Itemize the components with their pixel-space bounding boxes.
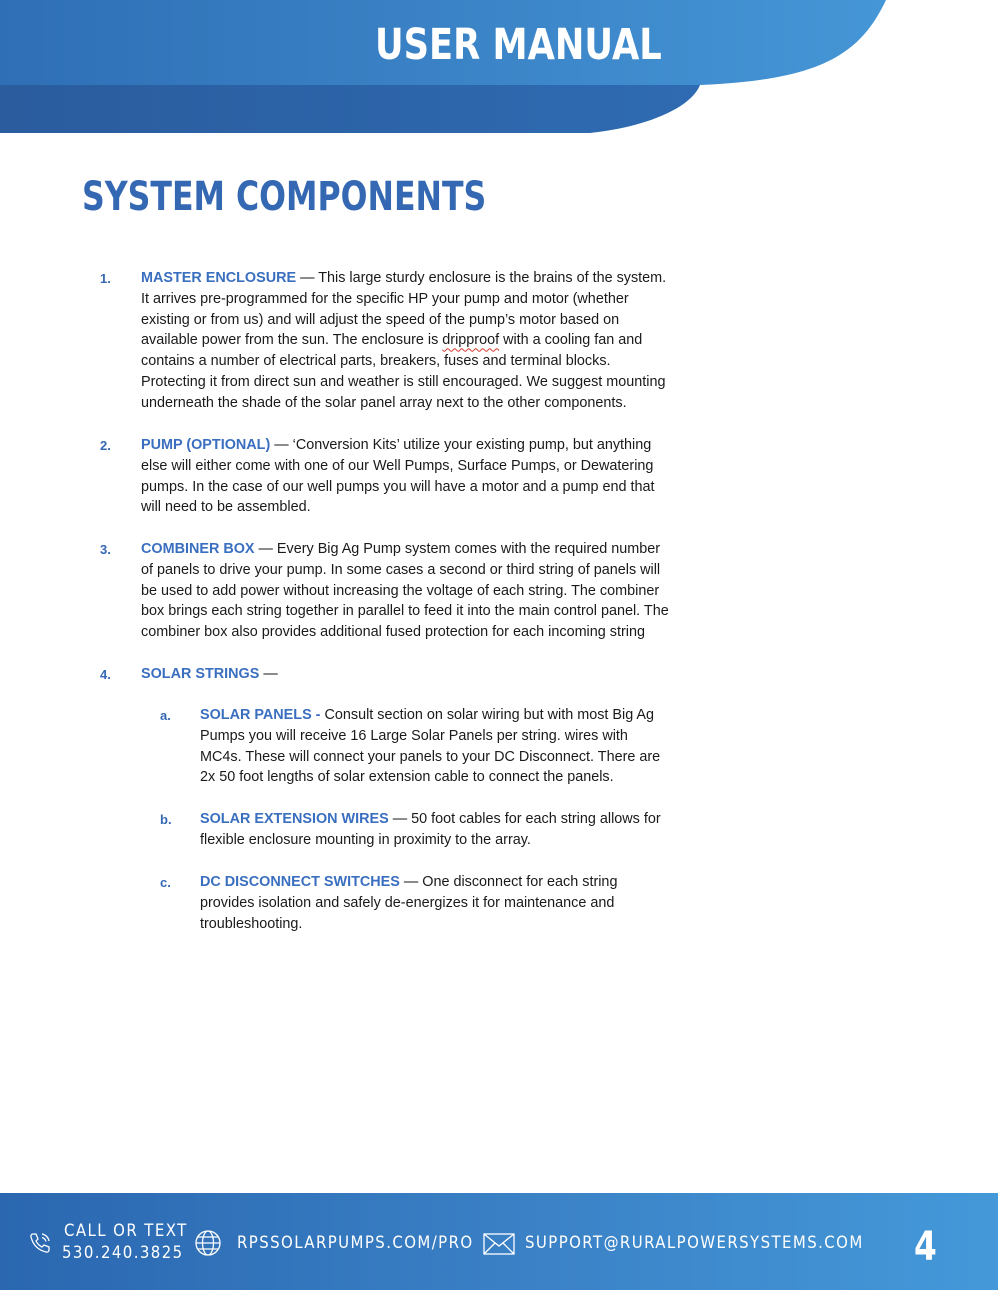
item-line: combiner box also provides additional fused protection for each incoming string [141, 624, 645, 641]
item-label: PUMP (OPTIONAL) [141, 437, 271, 453]
item-line: flexible enclosure mounting in proximity to the array. [200, 831, 531, 848]
item-line: existing or from us) and will adjust the speed of the pump’s motor based on [141, 311, 620, 328]
globe-icon [194, 1229, 222, 1257]
spellcheck-word: dripproof [442, 332, 500, 349]
item-label: SOLAR EXTENSION WIRES [200, 811, 389, 827]
sub-item-letter: c. [160, 875, 171, 890]
item-label: DC DISCONNECT SWITCHES [200, 874, 400, 890]
item-line: 2x 50 foot lengths of solar extension cable to connect the panels. [200, 769, 614, 786]
phone-number[interactable]: 530.240.3825 [62, 1243, 184, 1263]
email-link[interactable]: SUPPORT@RURALPOWERSYSTEMS.COM [525, 1233, 864, 1253]
item-line: Pumps you will receive 16 Large Solar Panels per string. wires with [200, 727, 628, 744]
item-number: 1. [100, 271, 111, 286]
call-label: CALL OR TEXT [64, 1221, 188, 1241]
item-line: SOLAR STRINGS — [141, 666, 278, 682]
item-line: will need to be assembled. [141, 499, 311, 516]
mail-icon [483, 1233, 515, 1255]
page-footer [0, 1193, 998, 1290]
item-line: troubleshooting. [200, 915, 303, 932]
item-line: pumps. In the case of our well pumps you will have a motor and a pump end that [141, 478, 655, 495]
item-label: SOLAR STRINGS [141, 666, 260, 682]
item-line: SOLAR EXTENSION WIRES — 50 foot cables for each string allows for [200, 811, 661, 827]
item-line: be used to add power without increasing the voltage of each string. The combiner [141, 582, 660, 599]
item-line: MASTER ENCLOSURE — This large sturdy enclosure is the brains of the system. [141, 270, 667, 286]
item-line: DC DISCONNECT SWITCHES — One disconnect for each string [200, 874, 618, 890]
item-line: It arrives pre-programmed for the specific HP your pump and motor (whether [141, 290, 629, 307]
item-line: underneath the shade of the solar panel array next to the other components. [141, 394, 627, 411]
item-line: MC4s. These will connect your panels to your DC Disconnect. There are [200, 748, 661, 765]
item-line: of panels to drive your pump. In some cases a second or third string of panels will [141, 561, 661, 578]
item-number: 3. [100, 542, 111, 557]
item-line: else will either come with one of our Well Pumps, Surface Pumps, or Dewatering [141, 457, 654, 474]
website-link[interactable]: RPSSOLARPUMPS.COM/PRO [237, 1233, 474, 1253]
item-line: box brings each string together in parallel to feed it into the main control panel. The [141, 603, 669, 620]
item-line: Protecting it from direct sun and weather is still encouraged. We suggest mounting [141, 373, 666, 390]
header-title: USER MANUAL [375, 20, 662, 70]
item-line: COMBINER BOX — Every Big Ag Pump system comes with the required number [141, 541, 661, 557]
item-line: contains a number of electrical parts, breakers, fuses and terminal blocks. [141, 353, 611, 370]
item-line: provides isolation and safely de-energizes it for maintenance and [200, 894, 615, 911]
page-header [0, 0, 998, 140]
item-label: MASTER ENCLOSURE [141, 270, 297, 286]
item-label: COMBINER BOX [141, 541, 255, 557]
item-line: SOLAR PANELS - Consult section on solar wiring but with most Big Ag [200, 707, 655, 723]
sub-item-letter: b. [160, 812, 172, 827]
item-number: 2. [100, 438, 111, 453]
sub-item-letter: a. [160, 708, 171, 723]
item-number: 4. [100, 667, 111, 682]
item-label: SOLAR PANELS - [200, 707, 321, 723]
page-title: SYSTEM COMPONENTS [82, 174, 487, 220]
phone-icon [28, 1231, 52, 1255]
item-line: available power from the sun. The enclosure is dripproof with a cooling fan and [141, 332, 643, 349]
page-number: 4 [914, 1224, 937, 1270]
item-line: PUMP (OPTIONAL) — ‘Conversion Kits’ utilize your existing pump, but anything [141, 437, 652, 453]
